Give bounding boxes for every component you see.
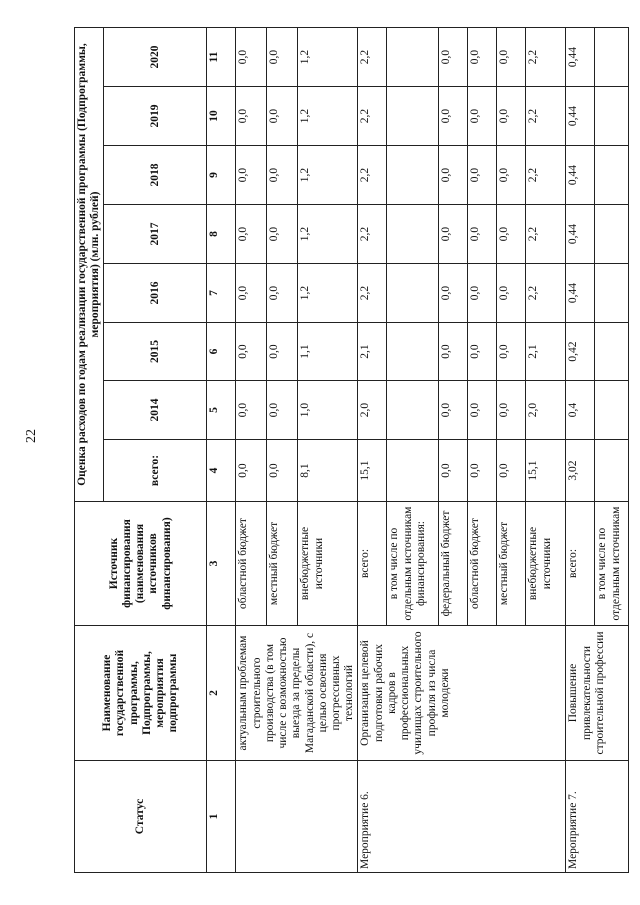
header-status: Статус — [75, 761, 207, 873]
value-cell: 0,0 — [468, 440, 497, 502]
value-cell: 0,0 — [439, 440, 468, 502]
value-cell: 0,0 — [497, 264, 526, 323]
measure-name-cell: Организация целевой подготовки рабочих кадров в профессиональных училищах строительного профиля из числа молодежи — [358, 626, 566, 761]
measure-name-cell: Повышение привлекательности строительной профессии — [566, 626, 629, 761]
value-cell: 0,44 — [566, 87, 595, 146]
header-estimate: Оценка расходов по годам реализации государственной программы (Подпрограммы, мероприятия) (млн. рублей) — [75, 28, 104, 502]
value-cell — [387, 264, 439, 323]
value-cell: 0,0 — [236, 440, 267, 502]
value-cell: 2,0 — [358, 381, 387, 440]
value-cell: 0,0 — [468, 146, 497, 205]
value-cell: 0,4 — [566, 381, 595, 440]
column-number: 8 — [207, 205, 236, 264]
value-cell: 2,2 — [358, 146, 387, 205]
value-cell: 2,2 — [526, 205, 566, 264]
table-row — [566, 28, 595, 873]
value-cell — [595, 28, 629, 87]
value-cell: 0,0 — [497, 381, 526, 440]
value-cell: 0,0 — [439, 323, 468, 381]
value-cell: 0,0 — [267, 264, 298, 323]
source-cell: внебюджетные источники — [526, 502, 566, 626]
value-cell: 0,44 — [566, 264, 595, 323]
source-cell: областной бюджет — [468, 502, 497, 626]
header-name: Наименование государственной программы, Подпрограммы, мероприятия подпрограммы — [75, 626, 207, 761]
header-year: 2017 — [104, 205, 207, 264]
value-cell: 0,0 — [468, 264, 497, 323]
source-cell: местный бюджет — [267, 502, 298, 626]
value-cell: 3,02 — [566, 440, 595, 502]
value-cell: 2,2 — [526, 146, 566, 205]
value-cell: 0,0 — [267, 440, 298, 502]
column-number: 4 — [207, 440, 236, 502]
column-number: 3 — [207, 502, 236, 626]
value-cell: 0,0 — [267, 381, 298, 440]
status-cell: Мероприятие 6. — [358, 761, 566, 873]
value-cell: 0,0 — [236, 28, 267, 87]
measure-name-cell: актуальным проблемам строительного производства (в том числе с возможностью выезда за пределы Магаданской области), с целью освоения прогрессивных технологий — [236, 626, 358, 761]
value-cell: 1,2 — [298, 205, 358, 264]
value-cell: 1,2 — [298, 87, 358, 146]
value-cell: 0,0 — [497, 205, 526, 264]
table-row — [358, 28, 387, 873]
value-cell: 1,1 — [298, 323, 358, 381]
value-cell: 0,0 — [468, 87, 497, 146]
value-cell: 0,0 — [267, 146, 298, 205]
source-cell: всего: — [566, 502, 595, 626]
value-cell: 0,0 — [468, 323, 497, 381]
value-cell: 0,0 — [236, 205, 267, 264]
value-cell: 2,0 — [526, 381, 566, 440]
value-cell: 0,0 — [267, 28, 298, 87]
column-number: 11 — [207, 28, 236, 87]
value-cell: 0,0 — [236, 323, 267, 381]
header-year: 2014 — [104, 381, 207, 440]
header-year: 2015 — [104, 323, 207, 381]
source-cell: всего: — [358, 502, 387, 626]
source-cell: в том числе по отдельным источникам — [595, 502, 629, 626]
value-cell: 0,0 — [497, 323, 526, 381]
value-cell — [387, 146, 439, 205]
value-cell: 2,2 — [526, 264, 566, 323]
value-cell — [387, 205, 439, 264]
value-cell: 15,1 — [358, 440, 387, 502]
value-cell: 1,2 — [298, 146, 358, 205]
column-number: 9 — [207, 146, 236, 205]
value-cell: 0,0 — [236, 146, 267, 205]
column-number-row — [207, 28, 236, 873]
value-cell: 1,0 — [298, 381, 358, 440]
value-cell — [595, 264, 629, 323]
value-cell — [387, 28, 439, 87]
column-number: 7 — [207, 264, 236, 323]
source-cell: федеральный бюджет — [439, 502, 468, 626]
column-number: 1 — [207, 761, 236, 873]
header-year: 2020 — [104, 28, 207, 87]
header-year: 2019 — [104, 87, 207, 146]
value-cell: 8,1 — [298, 440, 358, 502]
value-cell — [595, 323, 629, 381]
value-cell: 2,2 — [526, 87, 566, 146]
table-row — [236, 28, 267, 873]
header-source: Источник финансирования (наименования источников финансирования) — [75, 502, 207, 626]
rotated-table-container — [74, 28, 622, 873]
value-cell: 15,1 — [526, 440, 566, 502]
value-cell: 0,0 — [439, 381, 468, 440]
page-number: 22 — [24, 429, 39, 443]
value-cell: 0,44 — [566, 146, 595, 205]
value-cell: 0,42 — [566, 323, 595, 381]
value-cell: 2,1 — [526, 323, 566, 381]
value-cell: 0,44 — [566, 205, 595, 264]
value-cell: 2,2 — [358, 264, 387, 323]
value-cell — [595, 381, 629, 440]
value-cell: 0,0 — [497, 146, 526, 205]
value-cell: 0,0 — [468, 381, 497, 440]
value-cell: 0,0 — [497, 87, 526, 146]
value-cell — [387, 87, 439, 146]
value-cell: 0,0 — [439, 87, 468, 146]
value-cell: 2,2 — [526, 28, 566, 87]
column-number: 5 — [207, 381, 236, 440]
header-total: всего: — [104, 440, 207, 502]
value-cell: 0,0 — [497, 440, 526, 502]
header-year: 2018 — [104, 146, 207, 205]
column-number: 10 — [207, 87, 236, 146]
value-cell: 2,1 — [358, 323, 387, 381]
value-cell: 0,0 — [236, 264, 267, 323]
source-cell: местный бюджет — [497, 502, 526, 626]
value-cell: 0,0 — [439, 264, 468, 323]
value-cell: 0,0 — [497, 28, 526, 87]
value-cell: 0,0 — [439, 28, 468, 87]
value-cell: 0,0 — [439, 205, 468, 264]
value-cell — [387, 440, 439, 502]
value-cell: 1,2 — [298, 264, 358, 323]
source-cell: в том числе по отдельным источникам финансирования: — [387, 502, 439, 626]
value-cell: 2,2 — [358, 205, 387, 264]
value-cell — [595, 87, 629, 146]
status-cell — [236, 761, 358, 873]
value-cell: 2,2 — [358, 87, 387, 146]
value-cell: 0,0 — [439, 146, 468, 205]
column-number: 2 — [207, 626, 236, 761]
header-year: 2016 — [104, 264, 207, 323]
value-cell — [595, 205, 629, 264]
value-cell: 0,0 — [236, 87, 267, 146]
value-cell: 0,0 — [468, 205, 497, 264]
source-cell: областной бюджет — [236, 502, 267, 626]
column-number: 6 — [207, 323, 236, 381]
value-cell: 0,0 — [267, 205, 298, 264]
value-cell: 0,0 — [236, 381, 267, 440]
value-cell: 2,2 — [358, 28, 387, 87]
value-cell — [595, 146, 629, 205]
value-cell: 0,0 — [468, 28, 497, 87]
status-cell: Мероприятие 7. — [566, 761, 629, 873]
value-cell — [387, 323, 439, 381]
value-cell: 0,0 — [267, 323, 298, 381]
value-cell — [595, 440, 629, 502]
value-cell: 0,44 — [566, 28, 595, 87]
budget-table — [74, 27, 629, 873]
value-cell: 1,2 — [298, 28, 358, 87]
value-cell: 0,0 — [267, 87, 298, 146]
value-cell — [387, 381, 439, 440]
source-cell: внебюджетные источники — [298, 502, 358, 626]
